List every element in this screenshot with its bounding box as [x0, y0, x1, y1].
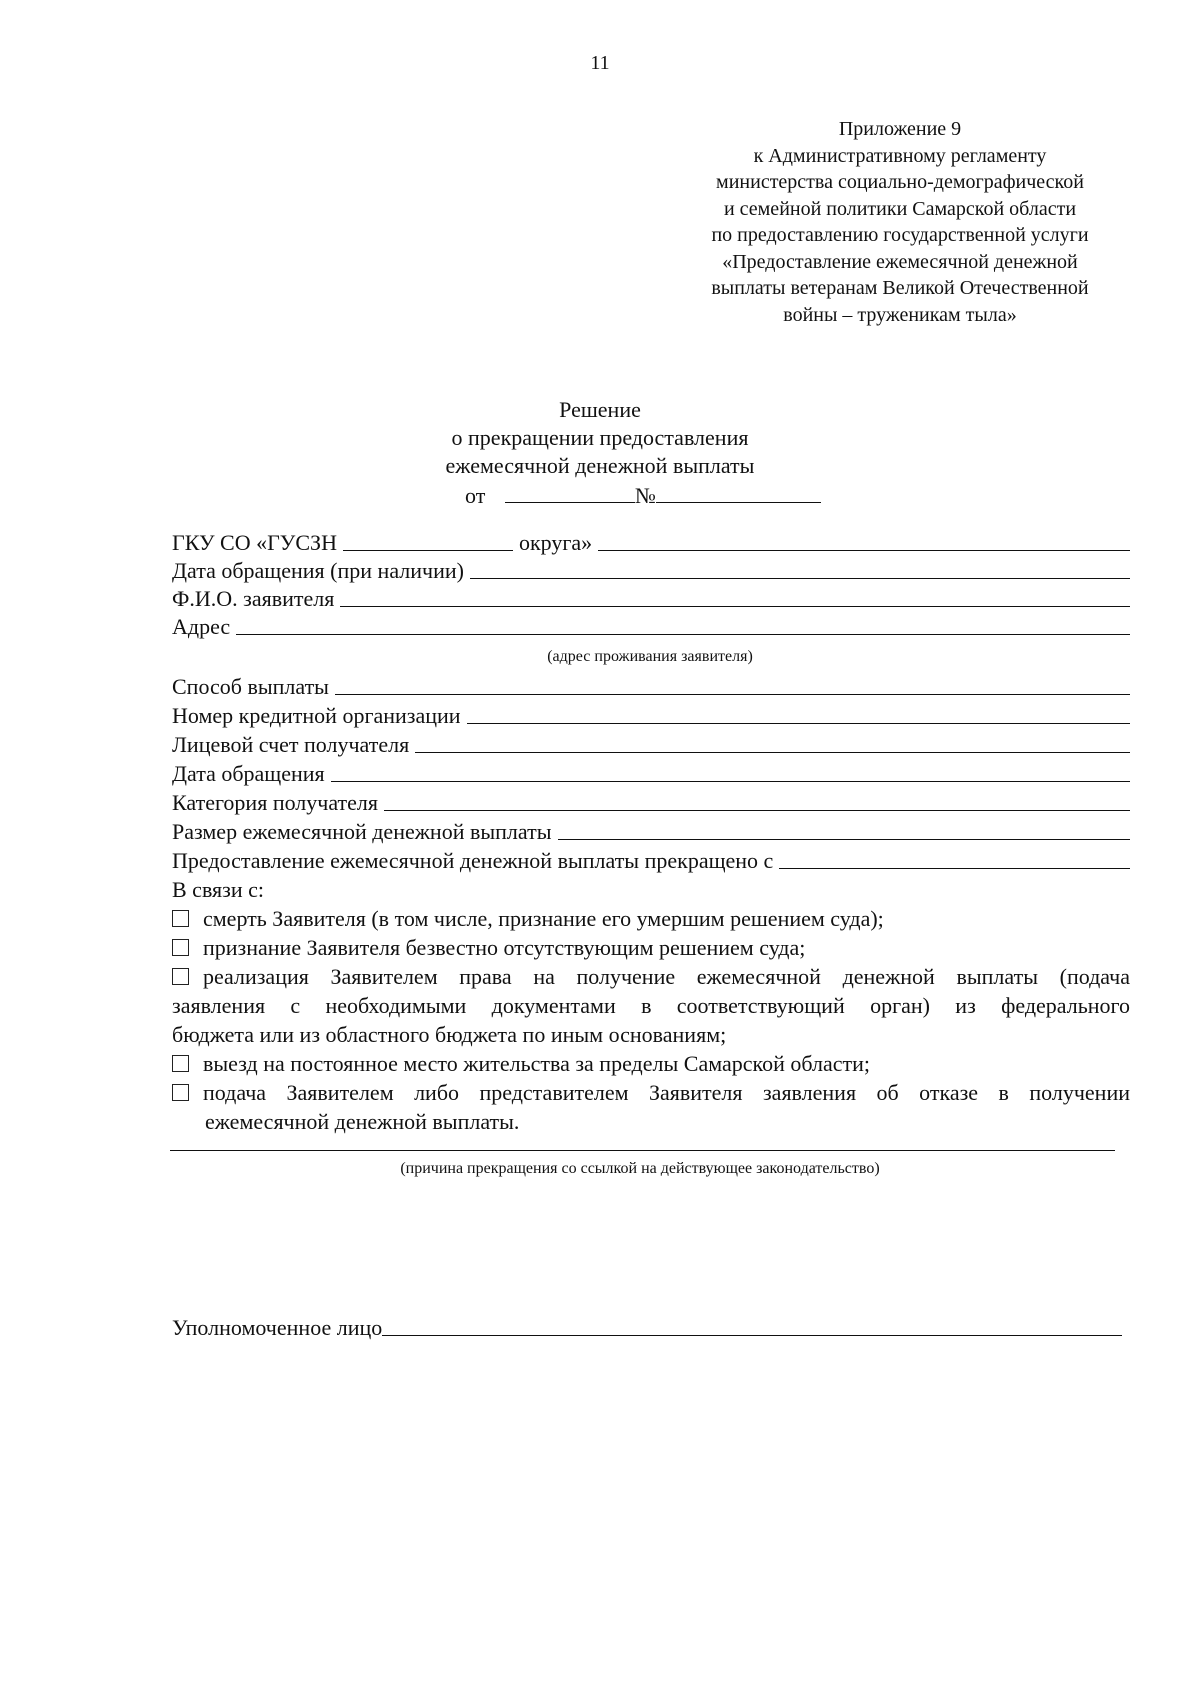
agency-suffix: округа»: [518, 530, 593, 555]
due-to-label: В связи с:: [172, 877, 264, 902]
reason-text: выезд на постоянное место жительства за пределы Самарской области;: [203, 1051, 871, 1076]
reason-checkbox[interactable]: [172, 910, 189, 927]
field-blank[interactable]: [331, 780, 1130, 782]
page-number: 11: [590, 52, 610, 74]
field-label: Лицевой счет получателя: [172, 732, 410, 757]
appendix-line: выплаты ветеранам Великой Отечественной: [711, 277, 1089, 299]
bank-number-field: [172, 701, 1130, 729]
field-blank[interactable]: [340, 605, 1130, 607]
terminated-from-field: [172, 846, 1130, 874]
field-blank[interactable]: [384, 809, 1130, 811]
reason-text: реализация Заявителем права на получение ежемесячной денежной выплаты (подача: [203, 964, 1130, 989]
reason-text: подача Заявителем либо представителем Заявителя заявления об отказе в получении: [203, 1080, 1130, 1105]
reason-checkbox[interactable]: [172, 968, 189, 985]
agency-prefix: ГКУ СО «ГУСЗН: [172, 530, 337, 555]
decision-date-number: [465, 482, 821, 509]
field-blank[interactable]: [558, 838, 1131, 840]
applicant-name-field: [172, 584, 1130, 612]
request-date-field: [172, 759, 1130, 787]
field-label: Способ выплаты: [172, 674, 329, 699]
appendix-line: войны – труженикам тыла»: [783, 303, 1017, 326]
field-blank[interactable]: [415, 751, 1130, 753]
reason-text-continued: ежемесячной денежной выплаты.: [205, 1109, 520, 1134]
personal-account-field: [172, 730, 1130, 758]
field-label: Номер кредитной организации: [172, 703, 461, 728]
date-prefix: от: [465, 483, 486, 508]
date-blank[interactable]: [505, 482, 635, 503]
reason-caption: (причина прекращения со ссылкой на действующее законодательство): [400, 1160, 880, 1177]
appendix-header: [640, 116, 1160, 328]
appendix-line: к Административному регламенту: [753, 144, 1047, 167]
decision-title-block: [0, 396, 1200, 480]
field-blank[interactable]: [236, 633, 1130, 635]
field-label: Дата обращения: [172, 761, 325, 786]
signature-field: [172, 1313, 1122, 1341]
field-blank[interactable]: [779, 867, 1130, 869]
agency-blank[interactable]: [598, 549, 1130, 551]
decision-title: Решение: [559, 397, 641, 422]
reason-item: [172, 962, 1130, 991]
field-blank[interactable]: [467, 722, 1130, 724]
decision-subtitle: ежемесячной денежной выплаты: [445, 453, 755, 478]
appendix-line: Приложение 9: [838, 118, 962, 140]
field-blank[interactable]: [335, 693, 1130, 695]
recipient-category-field: [172, 788, 1130, 816]
reason-item: [172, 933, 1130, 962]
number-sign: №: [634, 483, 656, 508]
number-blank[interactable]: [656, 482, 821, 503]
reason-item: [172, 1078, 1130, 1107]
signature-label: Уполномоченное лицо: [172, 1315, 383, 1340]
reason-text: признание Заявителя безвестно отсутствующим решением суда;: [203, 935, 806, 960]
field-label: Размер ежемесячной денежной выплаты: [172, 819, 552, 844]
field-label: Предоставление ежемесячной денежной выплаты прекращено с: [172, 848, 774, 873]
reason-text-continued: бюджета или из областного бюджета по иным основаниям;: [172, 1022, 727, 1047]
payment-amount-field: [172, 817, 1130, 845]
appendix-line: министерства социально-демографической: [716, 171, 1084, 193]
field-blank[interactable]: [470, 577, 1130, 579]
field-label: Адрес: [172, 614, 231, 639]
address-caption: (адрес проживания заявителя): [547, 648, 753, 665]
reason-checkbox[interactable]: [172, 1055, 189, 1072]
reason-item: [172, 1049, 1130, 1078]
field-label: Категория получателя: [172, 790, 379, 815]
payment-method-field: [172, 672, 1130, 700]
field-label: Ф.И.О. заявителя: [172, 586, 335, 611]
appendix-line: «Предоставление ежемесячной денежной: [722, 250, 1078, 273]
reason-text: смерть Заявителя (в том числе, признание его умершим решением суда);: [203, 906, 884, 931]
reason-checkbox[interactable]: [172, 1084, 189, 1101]
request-date-optional-field: [172, 556, 1130, 584]
agency-field: [172, 528, 1130, 556]
decision-subtitle: о прекращении предоставления: [451, 425, 749, 450]
appendix-line: и семейной политики Самарской области: [723, 197, 1077, 220]
signature-blank[interactable]: [382, 1335, 1122, 1336]
reason-item: [172, 904, 1130, 933]
address-field: [172, 612, 1130, 640]
district-blank[interactable]: [343, 549, 513, 551]
reason-checkbox[interactable]: [172, 939, 189, 956]
appendix-line: по предоставлению государственной услуги: [711, 224, 1089, 246]
field-label: Дата обращения (при наличии): [172, 558, 464, 583]
reason-text-continued: заявления с необходимыми документами в соответствующий орган) из федерального: [172, 993, 1130, 1018]
reason-blank-line[interactable]: [170, 1150, 1115, 1151]
